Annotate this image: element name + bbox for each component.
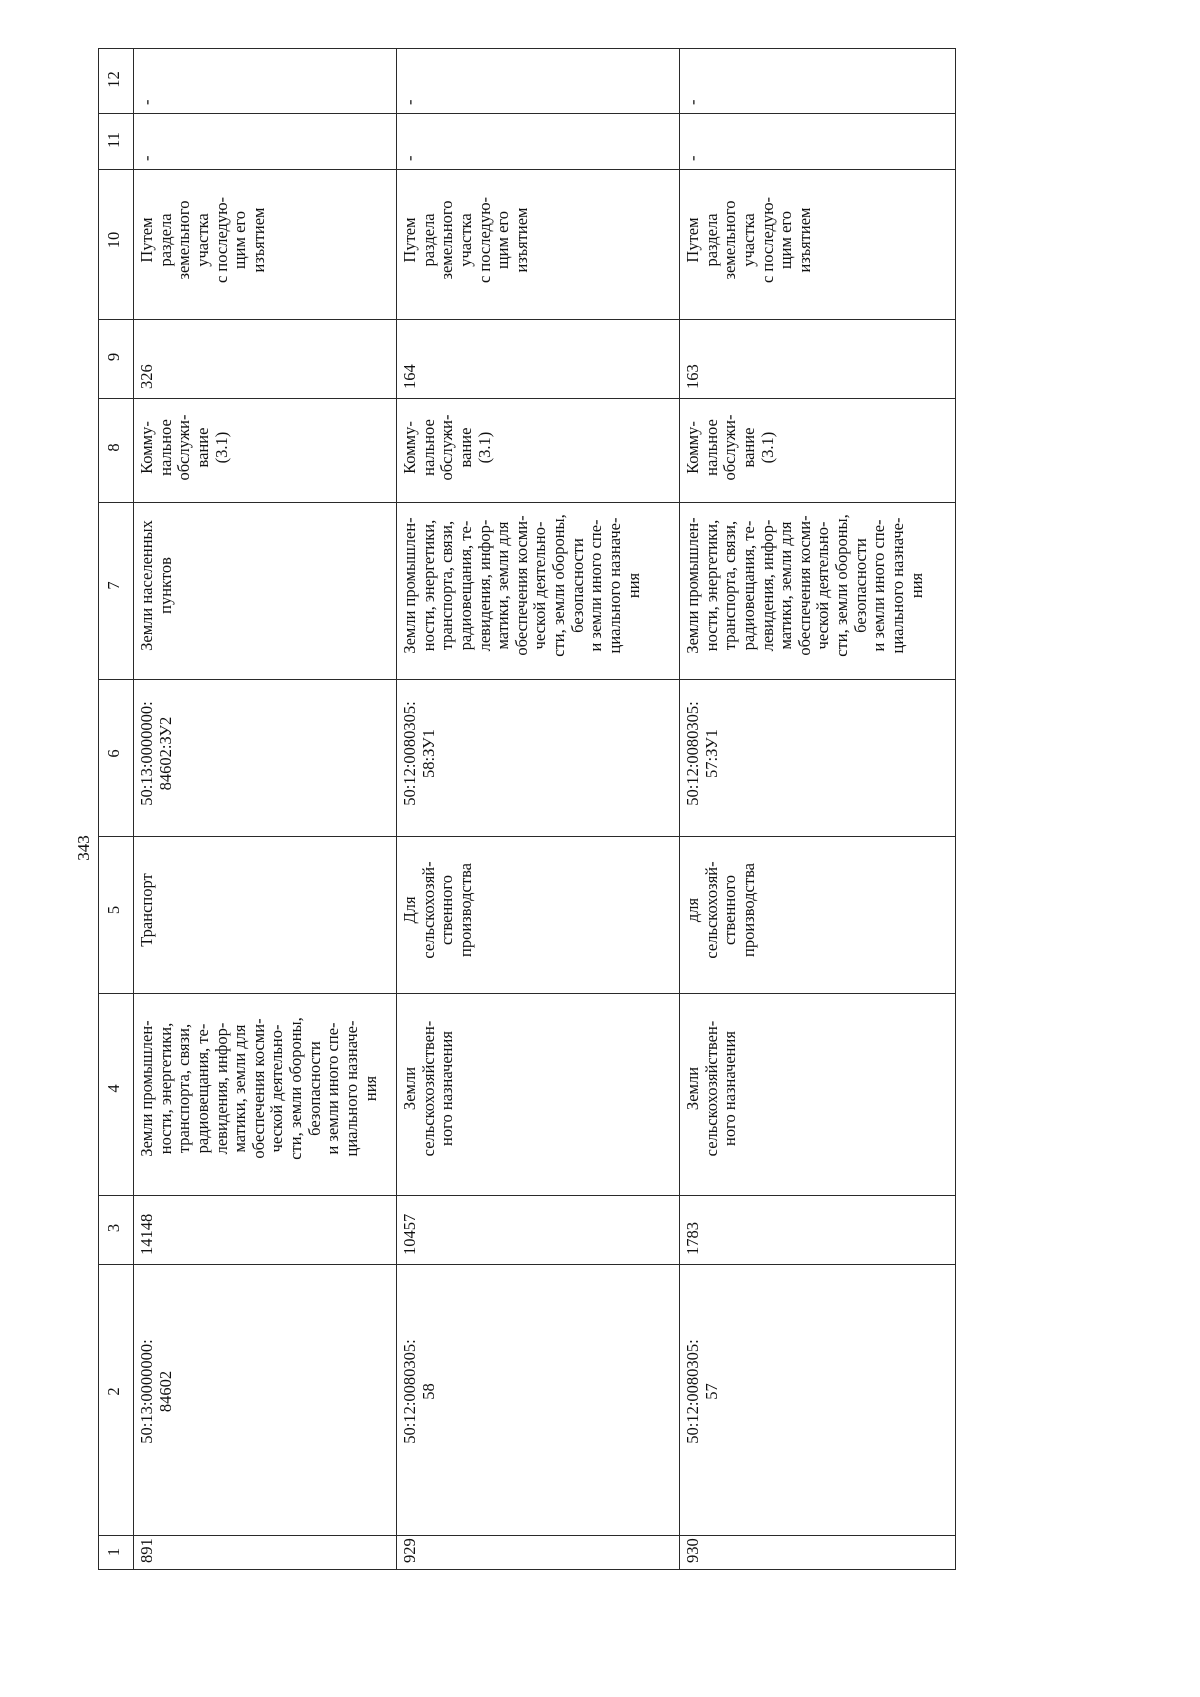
cell-line: изъятием (512, 207, 531, 273)
cell-line: ческой деятельно- (267, 1024, 287, 1153)
column-8 (99, 399, 956, 503)
cell-line: ности, энергетики, (701, 519, 721, 652)
table-cell (679, 993, 955, 1195)
table-cell (134, 1196, 397, 1265)
table-cell (397, 170, 680, 320)
cell-line: левидения, инфор- (474, 519, 494, 652)
cell-line: сти, земли обороны, (286, 1016, 306, 1160)
cell-line: радиовещания, те- (738, 520, 758, 651)
cell-line: 58 (418, 1382, 438, 1400)
cell-content: 1783 (682, 1222, 702, 1256)
cell-line: Земли промышлен- (137, 1020, 157, 1157)
cell-line: ния (361, 1075, 381, 1101)
table-cell (679, 319, 955, 398)
cell-content: 326 (137, 364, 157, 389)
cell-line: циального назначе- (887, 517, 907, 654)
cell-line: с последую- (211, 196, 231, 284)
cell-line: ческой деятельно- (530, 521, 550, 650)
cell-line: безопасности (305, 1040, 325, 1136)
cell-content (134, 503, 372, 668)
table-cell (134, 1264, 397, 1535)
table-cell (679, 1264, 955, 1535)
cell-line: Земли промышлен- (400, 517, 420, 654)
cell-content: 929 (400, 1537, 420, 1563)
cell-line: земельного (437, 200, 457, 280)
cell-content: 14148 (137, 1213, 157, 1256)
cell-content: 164 (400, 364, 420, 389)
cell-line: сти, земли обороны, (832, 514, 851, 657)
land-plots-table (98, 48, 956, 1570)
cell-line: ческой деятельно- (813, 521, 833, 650)
cell-line: производства (738, 863, 758, 958)
cell-line: 50:12:0080305: (400, 701, 420, 806)
cell-line: циального назначе- (342, 1020, 362, 1157)
cell-line: вание (456, 427, 476, 468)
table-cell (679, 1196, 955, 1265)
column-header-label: 10 (104, 231, 123, 249)
cell-line: левидения, инфор- (211, 1022, 231, 1155)
cell-line: транспорта, связи, (174, 1023, 194, 1153)
cell-line: 58:ЗУ1 (418, 728, 438, 778)
table-cell (679, 679, 955, 836)
table-cell (134, 837, 397, 993)
cell-content (397, 503, 653, 668)
cell-line: транспорта, связи, (437, 521, 457, 651)
table-cell (134, 679, 397, 836)
cell-line: 57 (701, 1382, 721, 1400)
cell-line: ния (906, 572, 926, 599)
column-header-label: 8 (104, 443, 123, 452)
cell-line: обеспечения косми- (249, 1018, 269, 1159)
table-cell (397, 1535, 680, 1569)
cell-line: безопасности (850, 538, 870, 633)
cell-line: (3.1) (211, 431, 231, 464)
cell-line: сельскохозяйствен- (701, 1020, 721, 1156)
table-cell (397, 679, 680, 836)
cell-line: участка (456, 213, 476, 267)
cell-line: матики, земли для (493, 521, 513, 650)
cell-line: и земли иного спе- (586, 519, 606, 652)
cell-content (134, 399, 372, 496)
column-3 (99, 1196, 956, 1265)
cell-content: - (137, 99, 157, 105)
cell-content: 163 (682, 364, 702, 389)
column-4 (99, 993, 956, 1195)
cell-line: радиовещания, те- (193, 1023, 213, 1153)
table-cell (397, 319, 680, 398)
table-cell (679, 837, 955, 993)
cell-line: Транспорт (137, 873, 157, 948)
cell-line: щим его (776, 211, 796, 270)
cell-line: раздела (418, 213, 438, 267)
cell-line: с последую- (474, 196, 494, 284)
cell-content: 891 (137, 1537, 157, 1563)
table-cell (397, 837, 680, 993)
page-number: 343 (74, 835, 93, 861)
table-cell (134, 114, 397, 170)
cell-line: Земли (400, 1066, 420, 1110)
column-header (99, 1196, 134, 1265)
cell-line: Комму- (400, 421, 420, 475)
column-header-label: 12 (104, 71, 123, 88)
cell-line: ности, энергетики, (155, 1022, 175, 1154)
cell-line: вание (193, 427, 213, 468)
cell-line: и земли иного спе- (323, 1022, 343, 1155)
cell-line: транспорта, связи, (720, 521, 740, 651)
cell-line: Комму- (137, 421, 157, 475)
table-cell (134, 49, 397, 114)
cell-line: Комму- (682, 421, 702, 475)
table-cell (397, 993, 680, 1195)
column-12 (99, 49, 956, 114)
column-header (99, 1264, 134, 1535)
cell-line: Путем (400, 217, 420, 263)
column-header (99, 114, 134, 170)
cell-line: раздела (155, 213, 175, 267)
column-header (99, 679, 134, 836)
cell-line: обеспечения косми- (512, 515, 531, 656)
column-header (99, 49, 134, 114)
table-cell (397, 49, 680, 114)
cell-line: нальное (418, 419, 438, 477)
cell-content (397, 399, 653, 496)
cell-line: сельскохозяй- (701, 861, 721, 959)
column-header (99, 170, 134, 320)
cell-line: ного назначения (720, 1030, 740, 1146)
cell-line: ственного (720, 875, 740, 946)
cell-line: нальное (155, 419, 175, 477)
column-11 (99, 114, 956, 170)
column-header (99, 399, 134, 503)
table-cell (679, 49, 955, 114)
cell-line: обслужи- (437, 414, 457, 481)
cell-line: вание (738, 427, 758, 468)
cell-line: матики, земли для (776, 521, 796, 650)
column-header-label: 2 (104, 1387, 123, 1396)
cell-line: Земли (682, 1066, 702, 1110)
cell-content (397, 680, 653, 827)
column-5 (99, 837, 956, 993)
column-header (99, 1535, 134, 1569)
cell-line: сти, земли обороны, (549, 514, 569, 657)
cell-line: изъятием (794, 207, 814, 273)
cell-line: щим его (230, 211, 250, 270)
cell-line: для (682, 898, 702, 923)
cell-content (134, 680, 372, 827)
column-header (99, 319, 134, 398)
column-9 (99, 319, 956, 398)
cell-line: ния (623, 572, 643, 599)
cell-line: обслужи- (174, 414, 194, 481)
table-cell (679, 399, 955, 503)
column-10 (99, 170, 956, 320)
cell-line: 50:12:0080305: (682, 701, 702, 806)
table-cell (134, 503, 397, 680)
cell-content (680, 1265, 930, 1518)
cell-line: 84602 (155, 1370, 175, 1412)
cell-line: матики, земли для (230, 1024, 250, 1153)
cell-line: сельскохозяй- (418, 861, 438, 959)
cell-line: безопасности (567, 538, 587, 633)
table-cell (134, 399, 397, 503)
cell-content (134, 170, 372, 310)
cell-content (397, 837, 653, 983)
cell-line: участка (193, 213, 213, 267)
table-cell (134, 319, 397, 398)
cell-content (680, 680, 930, 827)
cell-content (680, 837, 930, 983)
table-cell (679, 503, 955, 680)
cell-content: - (400, 99, 420, 105)
cell-line: ного назначения (437, 1030, 457, 1146)
cell-content: 10457 (400, 1213, 420, 1256)
cell-line: 84602:ЗУ2 (155, 716, 175, 791)
column-header-label: 11 (104, 132, 123, 149)
cell-line: раздела (701, 213, 721, 267)
cell-line: нальное (701, 419, 721, 477)
cell-content: - (400, 155, 420, 162)
cell-content: 930 (682, 1537, 702, 1563)
cell-line: пунктов (155, 557, 175, 614)
cell-line: Для (400, 896, 420, 924)
table-cell (397, 114, 680, 170)
column-header-label: 9 (104, 352, 123, 362)
cell-content (680, 399, 930, 496)
cell-line: циального назначе- (605, 517, 625, 654)
cell-line: и земли иного спе- (869, 519, 889, 652)
cell-content (134, 994, 381, 1183)
cell-content (680, 170, 930, 310)
column-header-label: 1 (104, 1547, 123, 1556)
cell-line: обеспечения косми- (794, 515, 814, 656)
cell-line: 50:13:0000000: (137, 701, 157, 806)
cell-line: Земли населенных (137, 520, 157, 651)
cell-content (680, 994, 930, 1183)
cell-line: (3.1) (474, 431, 494, 464)
cell-content (397, 170, 653, 310)
cell-line: 50:12:0080305: (400, 1338, 420, 1444)
cell-line: Путем (682, 217, 702, 263)
cell-line: радиовещания, те- (456, 520, 476, 651)
cell-line: ности, энергетики, (418, 519, 438, 652)
cell-content (680, 503, 930, 668)
column-header (99, 837, 134, 993)
cell-content (397, 994, 653, 1183)
cell-content: - (682, 155, 702, 162)
cell-line: сельскохозяйствен- (418, 1020, 438, 1156)
cell-line: 57:ЗУ1 (701, 728, 721, 778)
column-1 (99, 1535, 956, 1569)
cell-line: Земли промышлен- (682, 517, 702, 654)
table-cell (679, 114, 955, 170)
cell-line: левидения, инфор- (757, 519, 777, 652)
table-cell (679, 170, 955, 320)
cell-line: обслужи- (720, 414, 740, 481)
cell-line: производства (456, 863, 476, 958)
table-cell (397, 1264, 680, 1535)
cell-line: земельного (720, 200, 740, 280)
column-header (99, 993, 134, 1195)
column-6 (99, 679, 956, 836)
column-header-label: 6 (104, 749, 123, 758)
table-cell (134, 170, 397, 320)
cell-line: щим его (493, 211, 513, 270)
column-header-label: 4 (104, 1084, 123, 1093)
column-header-label: 3 (104, 1223, 123, 1233)
cell-line: 50:12:0080305: (682, 1338, 702, 1444)
cell-content (134, 1265, 372, 1518)
table-cell (134, 1535, 397, 1569)
cell-line: участка (738, 213, 758, 267)
table-cell (397, 1196, 680, 1265)
cell-content (134, 837, 372, 983)
table-cell (134, 993, 397, 1195)
cell-line: (3.1) (757, 431, 777, 464)
table-cell (397, 399, 680, 503)
cell-content (397, 1265, 653, 1518)
cell-line: земельного (174, 200, 194, 280)
column-7 (99, 503, 956, 680)
cell-content: - (682, 99, 702, 105)
table-cell (679, 1535, 955, 1569)
cell-line: Путем (137, 217, 157, 263)
column-2 (99, 1264, 956, 1535)
cell-line: ственного (437, 875, 457, 946)
column-header-label: 7 (104, 581, 123, 590)
cell-line: 50:13:0000000: (137, 1338, 157, 1444)
column-header (99, 503, 134, 680)
column-header-label: 5 (104, 906, 123, 915)
table-cell (397, 503, 680, 680)
cell-content: - (137, 155, 157, 162)
cell-line: с последую- (757, 196, 777, 284)
cell-line: изъятием (249, 207, 269, 273)
